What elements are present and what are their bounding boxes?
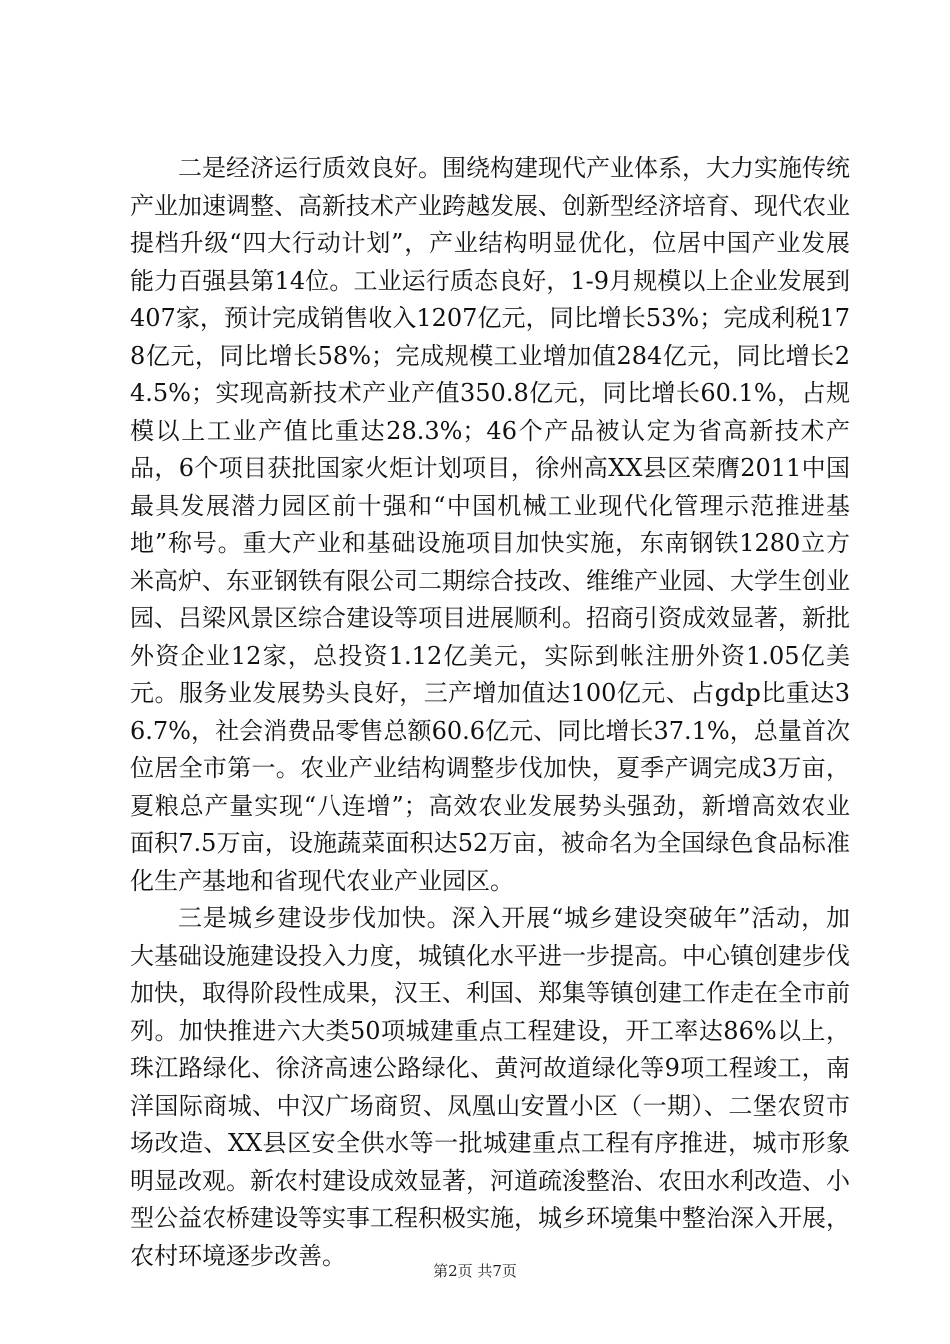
paragraph-urban-rural: 三是城乡建设步伐加快。深入开展“城乡建设突破年”活动，加大基础设施建设投入力度，城镇化水平进一步提高。中心镇创建步伐加快，取得阶段性成果，汉王、利国、郑集等镇创建工作走在全市前列。加快推进六大类50项城建重点工程建设，开工率达86%以上，珠江路绿化、徐济高速公路绿化、黄河故道绿化等9项工程竣工，南洋国际商城、中汉广场商贸、凤凰山安置小区（一期）、二堡农贸市场改造、XX县区安全供水等一批城建重点工程有序推进，城市形象明显改观。新农村建设成效显著，河道疏浚整治、农田水利改造、小型公益农桥建设等实事工程积极实施，城乡环境集中整治深入开展，农村环境逐步改善。 <box>130 904 850 1270</box>
paragraph-economy: 二是经济运行质效良好。围绕构建现代产业体系，大力实施传统产业加速调整、高新技术产业跨越发展、创新型经济培育、现代农业提档升级“四大行动计划”，产业结构明显优化，位居中国产业发展能力百强县第14位。工业运行质态良好，1-9月规模以上企业发展到407家，预计完成销售收入1207亿元，同比增长53%；完成利税178亿元，同比增长58%；完成规模工业增加值284亿元，同比增长24.5%；实现高新技术产业产值350.8亿元，同比增长60.1%，占规模以上工业产值比重达28.3%；46个产品被认定为省高新技术产品，6个项目获批国家火炬计划项目，徐州高XX县区荣膺2011中国最具发展潜力园区前十强和“中国机械工业现代化管理示范推进基地”称号。重大产业和基础设施项目加快实施，东南钢铁1280立方米高炉、东亚钢铁有限公司二期综合技改、维维产业园、大学生创业园、吕梁风景区综合建设等项目进展顺利。招商引资成效显著，新批外资企业12家，总投资1.12亿美元，实际到帐注册外资1.05亿美元。服务业发展势头良好，三产增加值达100亿元、占gdp比重达36.7%，社会消费品零售总额60.6亿元、同比增长37.1%，总量首次位居全市第一。农业产业结构调整步伐加快，夏季产调完成3万亩，夏粮总产量实现“八连增”；高效农业发展势头强劲，新增高效农业面积7.5万亩，设施蔬菜面积达52万亩，被命名为全国绿色食品标准化生产基地和省现代农业产业园区。 <box>130 154 850 895</box>
page-number-footer: 第2页 共7页 <box>433 1262 517 1280</box>
document-body <box>130 150 850 1275</box>
